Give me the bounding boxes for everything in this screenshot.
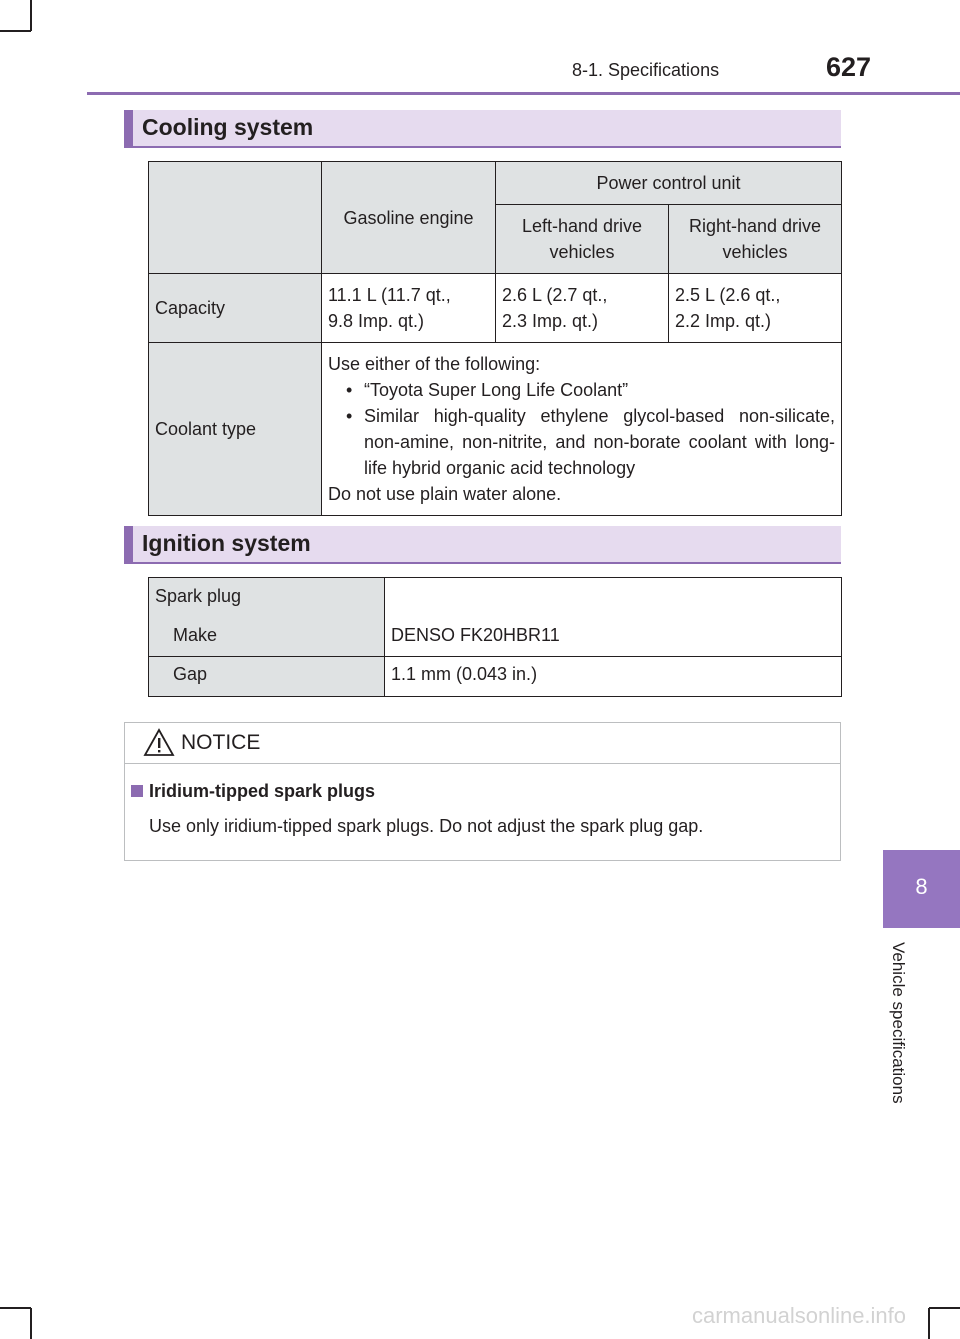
capacity-gasoline-line2: 9.8 Imp. qt.) (328, 311, 425, 331)
cooling-system-title: Cooling system (142, 114, 314, 140)
spark-plug-label: Spark plug (155, 586, 242, 606)
power-control-unit-header: Power control unit (496, 162, 842, 205)
notice-label: NOTICE (181, 731, 261, 754)
coolant-options-list (328, 377, 835, 481)
make-label: Make (173, 625, 218, 645)
table-corner-cell (149, 162, 322, 274)
notice-box (124, 722, 841, 861)
square-bullet-icon (131, 785, 143, 797)
notice-title (131, 781, 375, 802)
make-value: DENSO FK20HBR11 (385, 578, 842, 657)
page-number: 627 (826, 52, 872, 82)
ignition-system-title: Ignition system (142, 530, 311, 556)
capacity-rhd-cell (669, 274, 842, 343)
notice-header (125, 723, 840, 764)
gasoline-engine-header: Gasoline engine (322, 162, 496, 274)
crop-mark (928, 1308, 930, 1339)
section-header: 8-1. Specifications (572, 60, 720, 80)
cooling-system-table (148, 161, 842, 516)
crop-mark (0, 1307, 31, 1309)
cooling-system-heading (124, 110, 841, 148)
crop-mark (0, 30, 31, 32)
chapter-label: Vehicle specifications (889, 942, 908, 1104)
capacity-gasoline-line1: 11.1 L (11.7 qt., (328, 285, 451, 305)
watermark: carmanualsonline.info (692, 1303, 907, 1328)
chapter-number: 8 (915, 874, 928, 899)
right-hand-drive-header: Right-hand drive vehicles (669, 205, 842, 274)
capacity-rhd-line2: 2.2 Imp. qt.) (675, 311, 772, 331)
left-hand-drive-header: Left-hand drive vehicles (496, 205, 669, 274)
chapter-tab (883, 850, 960, 928)
coolant-intro: Use either of the following: (328, 354, 541, 374)
capacity-rhd-line1: 2.5 L (2.6 qt., (675, 285, 781, 305)
header-rule (87, 92, 960, 95)
heading-accent-bar (124, 110, 133, 146)
ignition-system-table (148, 577, 842, 697)
capacity-lhd-line2: 2.3 Imp. qt.) (502, 311, 599, 331)
capacity-label: Capacity (149, 274, 322, 343)
heading-accent-bar (124, 526, 133, 562)
gap-label: Gap (149, 657, 385, 697)
notice-text: Use only iridium-tipped spark plugs. Do not adjust the spark plug gap. (149, 816, 704, 836)
coolant-option-1: • “Toyota Super Long Life Coolant” (364, 377, 835, 403)
coolant-type-cell (322, 343, 842, 516)
ignition-system-heading (124, 526, 841, 564)
capacity-lhd-cell (496, 274, 669, 343)
warning-icon (143, 728, 175, 763)
coolant-type-label: Coolant type (149, 343, 322, 516)
coolant-note: Do not use plain water alone. (328, 484, 562, 504)
crop-mark (929, 1307, 960, 1309)
crop-mark (30, 1308, 32, 1339)
notice-title-text: Iridium-tipped spark plugs (149, 781, 376, 801)
crop-mark (30, 0, 32, 31)
capacity-lhd-line1: 2.6 L (2.7 qt., (502, 285, 608, 305)
capacity-gasoline-cell (322, 274, 496, 343)
coolant-option-2: • Similar high-quality ethylene glycol-based non-silicate, non-amine, non-nitrite, and non-borate coolant with long-life hybrid organic acid technology (364, 403, 835, 481)
gap-value: 1.1 mm (0.043 in.) (385, 657, 842, 697)
spark-plug-make-label-cell (149, 578, 385, 657)
